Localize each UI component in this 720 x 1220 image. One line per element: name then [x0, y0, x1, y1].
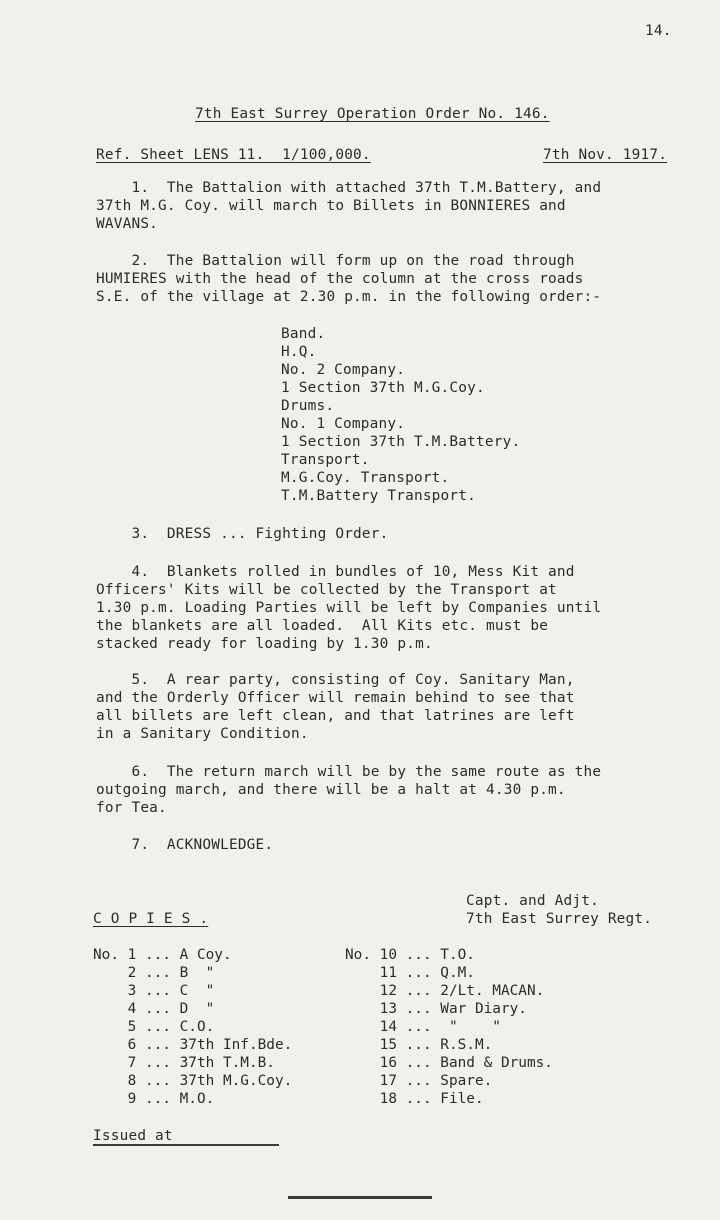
copies-left-item: No. 1 ... A Coy. — [93, 947, 232, 963]
para2-line: 2. The Battalion will form up on the road through — [96, 253, 575, 269]
order-list-item: No. 1 Company. — [281, 416, 406, 432]
signature-rank: Capt. and Adjt. — [466, 893, 599, 909]
order-list-item: Transport. — [281, 452, 370, 468]
copies-left-item: 6 ... 37th Inf.Bde. — [93, 1037, 293, 1053]
copies-right-item: 14 ... " " — [345, 1019, 501, 1035]
order-list-item: No. 2 Company. — [281, 362, 406, 378]
para5-line: in a Sanitary Condition. — [96, 726, 309, 742]
para7-line: 7. ACKNOWLEDGE. — [96, 837, 274, 853]
para4-line: 4. Blankets rolled in bundles of 10, Mess Kit and — [96, 564, 575, 580]
para1-line: 37th M.G. Coy. will march to Billets in BONNIERES and — [96, 198, 566, 214]
copies-left-item: 8 ... 37th M.G.Coy. — [93, 1073, 293, 1089]
copies-right-item: 12 ... 2/Lt. MACAN. — [345, 983, 545, 999]
copies-right-item: 13 ... War Diary. — [345, 1001, 527, 1017]
copies-left-item: 7 ... 37th T.M.B. — [93, 1055, 275, 1071]
para5-line: and the Orderly Officer will remain behind to see that — [96, 690, 575, 706]
copies-right-item: No. 10 ... T.O. — [345, 947, 475, 963]
order-date: 7th Nov. 1917. — [543, 147, 668, 163]
copies-left-item: 5 ... C.O. — [93, 1019, 215, 1035]
para6-line: for Tea. — [96, 800, 167, 816]
copies-left-item: 3 ... C " — [93, 983, 215, 999]
issued-at-underline — [93, 1144, 279, 1146]
signature-unit: 7th East Surrey Regt. — [466, 911, 653, 927]
order-list-item: M.G.Coy. Transport. — [281, 470, 450, 486]
order-list-item: 1 Section 37th T.M.Battery. — [281, 434, 521, 450]
para5-line: 5. A rear party, consisting of Coy. Sanitary Man, — [96, 672, 575, 688]
order-title: 7th East Surrey Operation Order No. 146. — [195, 106, 550, 122]
order-list-item: H.Q. — [281, 344, 317, 360]
para4-line: the blankets are all loaded. All Kits etc. must be — [96, 618, 549, 634]
copies-right-item: 16 ... Band & Drums. — [345, 1055, 553, 1071]
reference-sheet: Ref. Sheet LENS 11. 1/100,000. — [96, 147, 371, 163]
order-list-item: T.M.Battery Transport. — [281, 488, 477, 504]
order-list-item: Band. — [281, 326, 326, 342]
para4-line: 1.30 p.m. Loading Parties will be left by Companies until — [96, 600, 602, 616]
para2-line: HUMIERES with the head of the column at the cross roads — [96, 271, 584, 287]
order-list-item: Drums. — [281, 398, 335, 414]
copies-right-item: 15 ... R.S.M. — [345, 1037, 493, 1053]
para4-line: stacked ready for loading by 1.30 p.m. — [96, 636, 433, 652]
para3-line: 3. DRESS ... Fighting Order. — [96, 526, 389, 542]
page-number: 14. — [645, 23, 672, 39]
issued-at-label: Issued at — [93, 1128, 173, 1144]
bottom-divider — [288, 1196, 432, 1199]
para6-line: 6. The return march will be by the same route as the — [96, 764, 602, 780]
copies-left-item: 9 ... M.O. — [93, 1091, 215, 1107]
copies-heading: C O P I E S . — [93, 911, 209, 927]
copies-left-item: 2 ... B " — [93, 965, 215, 981]
para1-line: 1. The Battalion with attached 37th T.M.Battery, and — [96, 180, 602, 196]
copies-left-item: 4 ... D " — [93, 1001, 215, 1017]
para1-line: WAVANS. — [96, 216, 159, 232]
para6-line: outgoing march, and there will be a halt at 4.30 p.m. — [96, 782, 566, 798]
copies-right-item: 11 ... Q.M. — [345, 965, 475, 981]
para4-line: Officers' Kits will be collected by the Transport at — [96, 582, 557, 598]
para2-line: S.E. of the village at 2.30 p.m. in the following order:- — [96, 289, 602, 305]
copies-right-item: 17 ... Spare. — [345, 1073, 493, 1089]
para5-line: all billets are left clean, and that latrines are left — [96, 708, 575, 724]
order-list-item: 1 Section 37th M.G.Coy. — [281, 380, 485, 396]
copies-right-item: 18 ... File. — [345, 1091, 484, 1107]
